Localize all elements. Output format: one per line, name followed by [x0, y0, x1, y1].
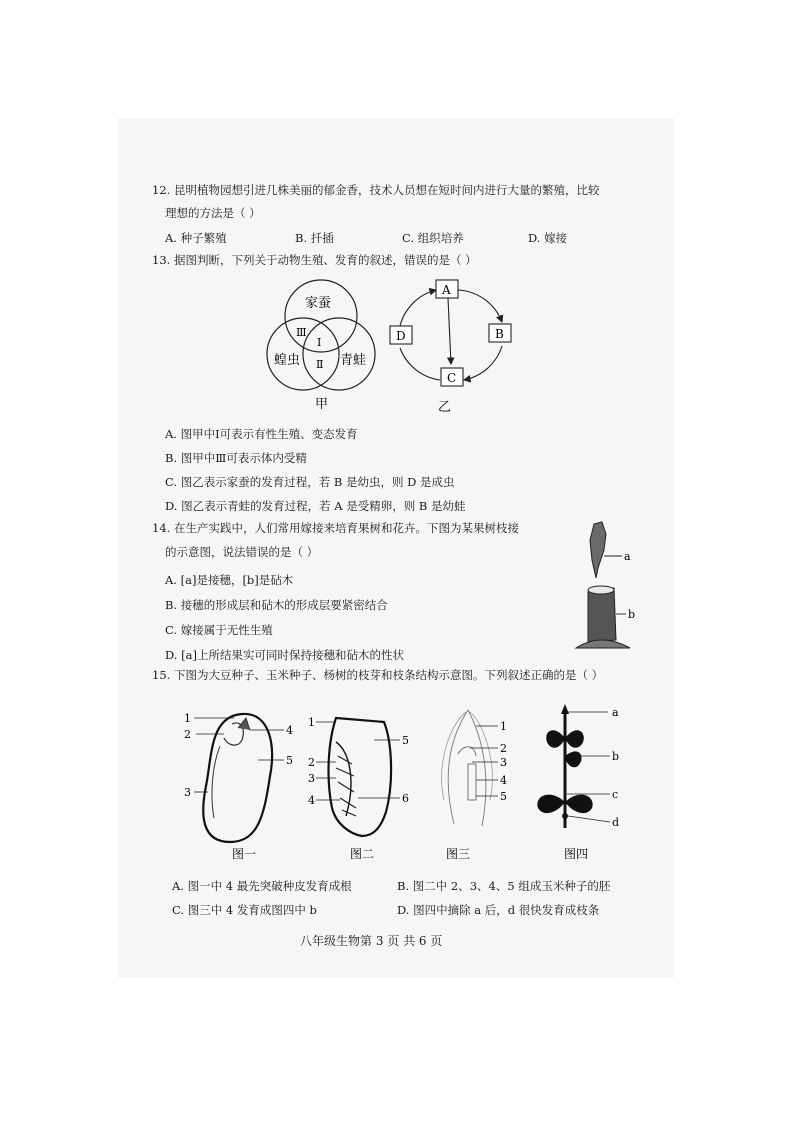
q15-figure-4-branch [530, 700, 630, 862]
fig3-label-1: 1 [500, 720, 507, 733]
fig2-label-5: 5 [402, 734, 409, 747]
q15-figure-2-corn [306, 712, 418, 862]
q12-option-b: B. 扦插 [295, 231, 334, 245]
corn-embryo-lines [336, 756, 356, 816]
q12-line2: 理想的方法是（ ） [165, 206, 261, 220]
box-c-label: C [447, 371, 457, 385]
venn-region-3: Ⅲ [296, 326, 307, 339]
q13-option-a: A. 图甲中Ⅰ可表示有性生殖、变态发育 [165, 427, 358, 441]
q14-option-d: D. [a]上所结果实可同时保持接穗和砧木的性状 [165, 648, 404, 662]
q13-option-d: D. 图乙表示青蛙的发育过程，若 A 是受精卵，则 B 是幼蛙 [165, 499, 466, 513]
fig3-caption: 图三 [446, 847, 471, 861]
q13-venn-diagram [258, 276, 384, 414]
leaf-upper-right [565, 730, 584, 748]
q15-figure-3-bud [428, 704, 526, 862]
q15-figure-1-soybean [180, 706, 300, 862]
q15-stem: 15. 下图为大豆种子、玉米种子、杨树的枝芽和枝条结构示意图。下列叙述正确的是（ ） [152, 668, 604, 682]
q13-cycle-diagram [388, 276, 518, 416]
fig2-label-2: 2 [308, 756, 315, 769]
q15-option-a: A. 图一中 4 最先突破种皮发育成根 [172, 879, 352, 893]
arc-c-to-d [400, 348, 440, 380]
fig4-label-b: b [612, 750, 620, 763]
box-b-label: B [495, 327, 504, 341]
q14-grafting-figure [566, 520, 650, 662]
venn-label-right: 青蛙 [340, 353, 367, 368]
corn-coat [329, 718, 392, 836]
fig3-label-3: 3 [500, 756, 507, 769]
fig2-label-6: 6 [402, 792, 409, 805]
q13-option-c: C. 图乙表示家蚕的发育过程，若 B 是幼虫，则 D 是成虫 [165, 475, 455, 489]
page-footer: 八年级生物第 3 页 共 6 页 [300, 934, 443, 948]
fig2-caption: 图二 [350, 847, 375, 861]
arrow-a-to-c [448, 298, 451, 364]
q14-option-a: A. [a]是接穗，[b]是砧木 [165, 573, 294, 587]
venn-label-top: 家蚕 [305, 296, 332, 311]
stock-trunk [588, 588, 616, 642]
fig2-label-1: 1 [308, 716, 315, 729]
arrow-a-to-b [458, 290, 502, 322]
scion-shape [590, 522, 606, 578]
fig1-label-3: 3 [184, 786, 191, 799]
q14-line2: 的示意图，说法错误的是（ ） [165, 545, 319, 559]
q12-option-c: C. 组织培养 [402, 231, 464, 245]
fig1-caption: 图一 [232, 847, 257, 861]
leaf-lower-left [537, 795, 565, 814]
q14-line1: 14. 在生产实践中，人们常用嫁接来培育果树和花卉。下图为某果树枝接 [152, 521, 519, 535]
q14-option-b: B. 接穗的形成层和砧木的形成层要紧密结合 [165, 598, 388, 612]
q15-option-d: D. 图四中摘除 a 后，d 很快发育成枝条 [397, 903, 600, 917]
lateral-bud [562, 813, 568, 819]
fig4-label-a: a [612, 706, 619, 719]
fig1-label-4: 4 [286, 724, 293, 737]
fig1-label-2: 2 [184, 728, 191, 741]
fig2-label-3: 3 [308, 772, 315, 785]
q14-label-b: b [628, 608, 636, 621]
q14-label-a: a [624, 550, 631, 563]
fig4-label-c: c [612, 788, 619, 801]
fig3-label-5: 5 [500, 790, 507, 803]
q12-option-a: A. 种子繁殖 [165, 231, 227, 245]
fig1-label-1: 1 [184, 712, 191, 725]
q14-option-c: C. 嫁接属于无性生殖 [165, 623, 273, 637]
cycle-caption: 乙 [438, 400, 452, 415]
fig2-label-4: 4 [308, 794, 315, 807]
arrow-b-to-c [464, 346, 502, 380]
leaf-upper-left [546, 730, 565, 748]
q12-line1: 12. 昆明植物园想引进几株美丽的郁金香，技术人员想在短时间内进行大量的繁殖，比较 [152, 183, 600, 197]
fig3-label-2: 2 [500, 742, 507, 755]
q15-option-b: B. 图二中 2、3、4、5 组成玉米种子的胚 [397, 879, 611, 893]
box-a-label: A [442, 283, 451, 297]
leaf-lower-right [565, 795, 593, 814]
venn-region-2: Ⅱ [316, 358, 324, 371]
fig3-label-4: 4 [500, 774, 507, 787]
fig4-caption: 图四 [564, 847, 589, 861]
fig4-label-d: d [612, 816, 620, 829]
arrow-d-to-a [400, 290, 436, 326]
fig1-label-5: 5 [286, 754, 293, 767]
stock-cut-surface [588, 586, 614, 594]
ground-mound [576, 640, 630, 648]
q13-option-b: B. 图甲中Ⅲ可表示体内受精 [165, 451, 307, 465]
venn-region-1: Ⅰ [317, 336, 322, 349]
q12-option-d: D. 嫁接 [528, 231, 568, 245]
soybean-coat [203, 714, 272, 842]
leaf-middle [565, 751, 582, 767]
q15-option-c: C. 图三中 4 发育成图四中 b [172, 903, 317, 917]
venn-caption: 甲 [315, 397, 329, 412]
terminal-bud [561, 704, 569, 714]
box-d-label: D [396, 329, 406, 343]
q13-stem: 13. 据图判断，下列关于动物生殖、发育的叙述，错误的是（ ） [152, 253, 477, 267]
venn-label-left: 蝗虫 [274, 353, 301, 368]
